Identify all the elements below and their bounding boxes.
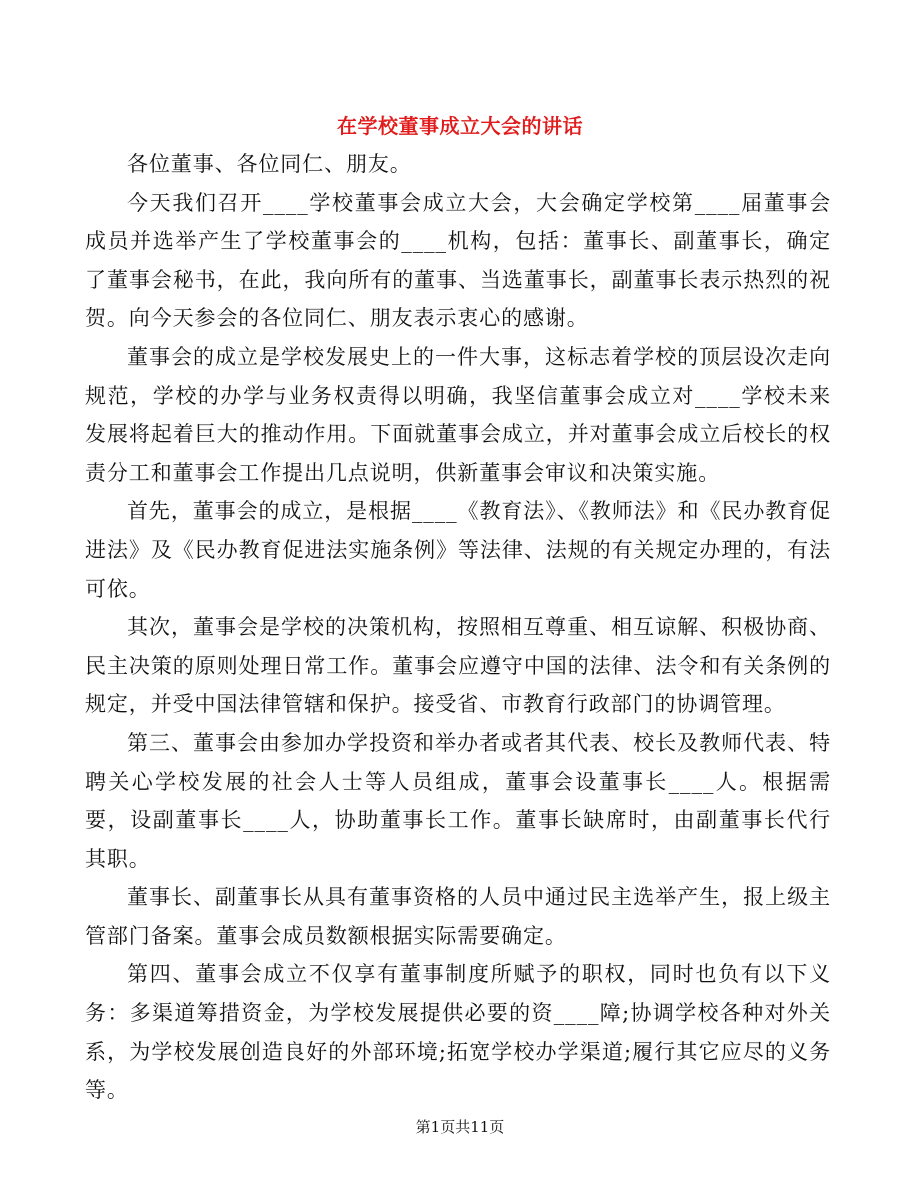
paragraph-first-point: 首先，董事会的成立，是根据____《教育法》、《教师法》和《民办教育促进法》及《民办教育促进法实施条例》等法律、法规的有关规定办理的，有法可依。 (85, 499, 831, 601)
paragraph-fourth-point: 第四、董事会成立不仅享有董事制度所赋予的职权，同时也负有以下义务：多渠道筹措资金，为学校发展提供必要的资____障;协调学校各种对外关系，为学校发展创造良好的外部环境;拓宽学校办学渠道;履行其它应尽的义务等。 (85, 962, 831, 1103)
paragraph-greeting: 各位董事、各位同仁、朋友。 (127, 152, 412, 176)
document-body (85, 145, 831, 1110)
paragraph-election: 董事长、副董事长从具有董事资格的人员中通过民主选举产生，报上级主管部门备案。董事会成员数额根据实际需要确定。 (85, 885, 831, 948)
paragraph-significance: 董事会的成立是学校发展史上的一件大事，这标志着学校的顶层设次走向规范，学校的办学与业务权责得以明确，我坚信董事会成立对____学校未来发展将起着巨大的推动作用。下面就董事会成立，并对董事会成立后校长的权责分工和董事会工作提出几点说明，供新董事会审议和决策实施。 (85, 344, 831, 485)
page-number: 第1页共11页 (415, 1118, 505, 1136)
paragraph-third-point: 第三、董事会由参加办学投资和举办者或者其代表、校长及教师代表、特聘关心学校发展的社会人士等人员组成，董事会设董事长____人。根据需要，设副董事长____人，协助董事长工作。董事长缺席时，由副董事长代行其职。 (85, 730, 831, 871)
paragraph-second-point: 其次，董事会是学校的决策机构，按照相互尊重、相互谅解、积极协商、民主决策的原则处理日常工作。董事会应遵守中国的法律、法令和有关条例的规定，并受中国法律管辖和保护。接受省、市教育行政部门的协调管理。 (85, 615, 831, 717)
document-title: 在学校董事成立大会的讲话 (337, 114, 583, 138)
paragraph-opening: 今天我们召开____学校董事会成立大会，大会确定学校第____届董事会成员并选举产生了学校董事会的____机构，包括：董事长、副董事长，确定了董事会秘书，在此，我向所有的董事、当选董事长，副董事长表示热烈的祝贺。向今天参会的各位同仁、朋友表示衷心的感谢。 (85, 190, 831, 331)
